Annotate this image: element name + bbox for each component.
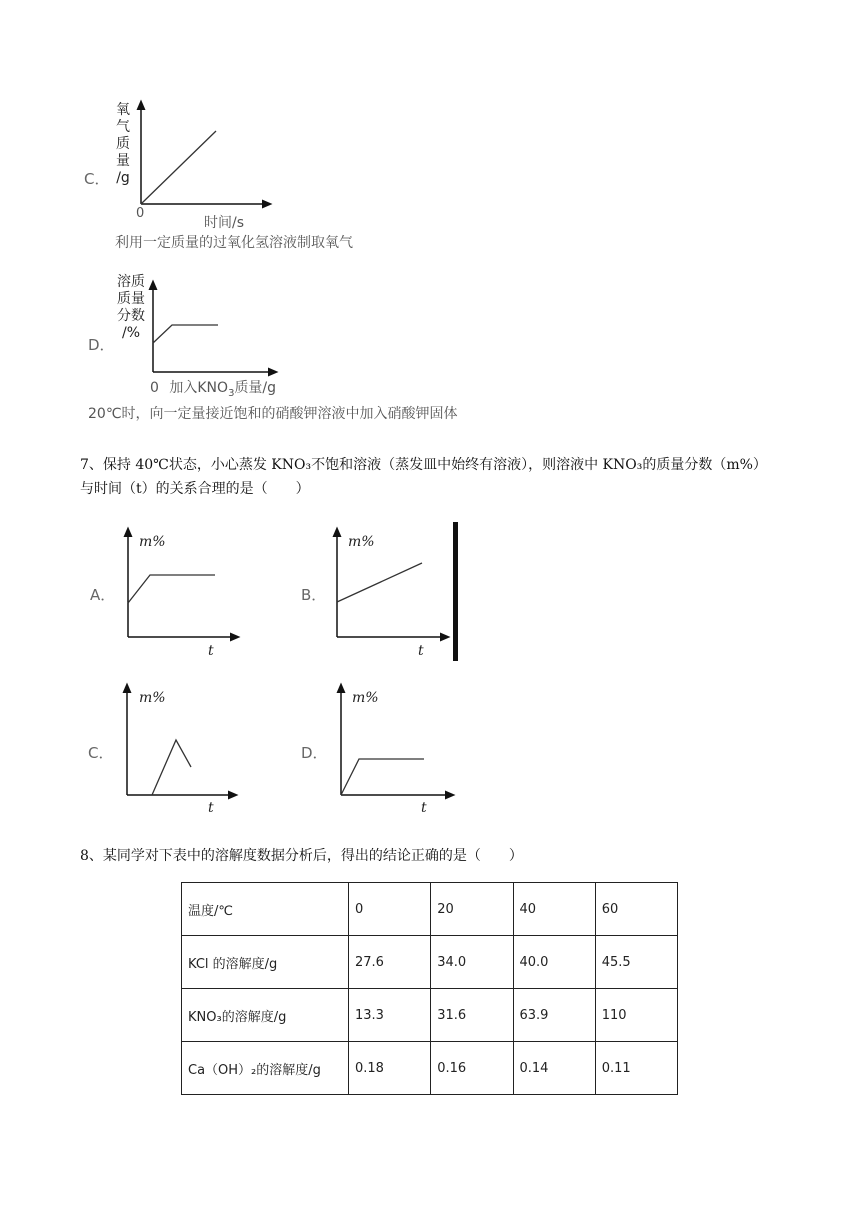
table-cell: KNO₃的溶解度/g bbox=[182, 989, 349, 1042]
q7-option-a: A． bbox=[90, 586, 116, 604]
table-row bbox=[182, 1042, 678, 1095]
table-cell: 13.3 bbox=[349, 989, 431, 1042]
fig-c-origin: 0 bbox=[136, 206, 145, 221]
table-cell: 45.5 bbox=[595, 936, 677, 989]
q7-graph-b bbox=[337, 531, 446, 637]
table-cell: 40 bbox=[513, 883, 595, 936]
table-cell: 0.14 bbox=[513, 1042, 595, 1095]
table-cell: 27.6 bbox=[349, 936, 431, 989]
option-d-label: D． bbox=[88, 336, 115, 354]
q7-d-ylabel: m% bbox=[352, 690, 379, 706]
fig-d-ylabel-char: 分数 bbox=[117, 308, 145, 324]
q7-graph-a bbox=[128, 531, 236, 637]
table-row bbox=[182, 989, 678, 1042]
q7-graph-c bbox=[127, 687, 234, 795]
fig-c-xlabel: 时间/s bbox=[204, 215, 245, 231]
fig-d-xlabel-sub: 3 bbox=[228, 387, 235, 399]
table-row bbox=[182, 936, 678, 989]
q7-line1: 7、保持 40℃状态，小心蒸发 KNO₃不饱和溶液（蒸发皿中始终有溶液），则溶液中 KNO₃的质量分数（m%） bbox=[80, 457, 767, 473]
fig-d-ylabel-char: /% bbox=[121, 325, 141, 341]
q7-option-c: C． bbox=[88, 744, 114, 762]
q7-a-xlabel: t bbox=[208, 643, 214, 659]
table-cell: 34.0 bbox=[431, 936, 513, 989]
fig-d-ylabel-char: 溶质 bbox=[117, 274, 145, 290]
fig-d-xlabel-pre: 加入KNO bbox=[169, 380, 229, 396]
q7-b-ylabel: m% bbox=[348, 534, 375, 550]
q7-line2: 与时间（t）的关系合理的是（ ） bbox=[80, 481, 310, 497]
table-cell: 0 bbox=[349, 883, 431, 936]
fig-c-ylabel-char: 氧 bbox=[116, 102, 130, 118]
q7-graph-d bbox=[341, 687, 451, 795]
option-c-label: C． bbox=[84, 170, 110, 188]
table-cell: KCl 的溶解度/g bbox=[182, 936, 349, 989]
table-cell: 31.6 bbox=[431, 989, 513, 1042]
q7-option-b: B． bbox=[301, 586, 327, 604]
q7-c-curve bbox=[152, 740, 191, 795]
table-row bbox=[182, 883, 678, 936]
fig-c-caption: 利用一定质量的过氧化氢溶液制取氧气 bbox=[115, 235, 353, 251]
table-cell: 60 bbox=[595, 883, 677, 936]
table-cell: 63.9 bbox=[513, 989, 595, 1042]
fig-c-ylabel-char: 气 bbox=[116, 119, 130, 135]
q7-c-xlabel: t bbox=[208, 800, 214, 816]
fig-c-ylabel-char: /g bbox=[116, 170, 130, 186]
q7-a-ylabel: m% bbox=[139, 534, 166, 550]
table-cell: 0.16 bbox=[431, 1042, 513, 1095]
q7-c-ylabel: m% bbox=[139, 690, 166, 706]
fig-d-ylabel-char: 质量 bbox=[117, 291, 145, 307]
table-cell: 0.11 bbox=[595, 1042, 677, 1095]
table-cell: 0.18 bbox=[349, 1042, 431, 1095]
table-cell: 温度/℃ bbox=[182, 883, 349, 936]
solubility-table bbox=[181, 882, 678, 1095]
q8-text: 8、某同学对下表中的溶解度数据分析后，得出的结论正确的是（ ） bbox=[80, 848, 523, 864]
fig-d-origin: 0 bbox=[150, 380, 159, 396]
fig-c-ylabel-char: 量 bbox=[116, 153, 130, 169]
q7-b-curve bbox=[337, 563, 422, 602]
fig-c-ylabel-char: 质 bbox=[116, 136, 130, 152]
q7-option-d: D． bbox=[301, 744, 328, 762]
q7-d-xlabel: t bbox=[421, 800, 427, 816]
table-cell: 110 bbox=[595, 989, 677, 1042]
table-cell: 40.0 bbox=[513, 936, 595, 989]
q7-b-xlabel: t bbox=[418, 643, 424, 659]
table-cell: Ca（OH）₂的溶解度/g bbox=[182, 1042, 349, 1095]
vertical-bar bbox=[453, 522, 458, 661]
table-cell: 20 bbox=[431, 883, 513, 936]
q7-d-curve bbox=[341, 759, 424, 795]
fig-d-caption: 20℃时，向一定量接近饱和的硝酸钾溶液中加入硝酸钾固体 bbox=[88, 406, 458, 422]
q7-a-curve bbox=[128, 575, 215, 603]
fig-d-xlabel-post: 质量/g bbox=[234, 380, 277, 396]
